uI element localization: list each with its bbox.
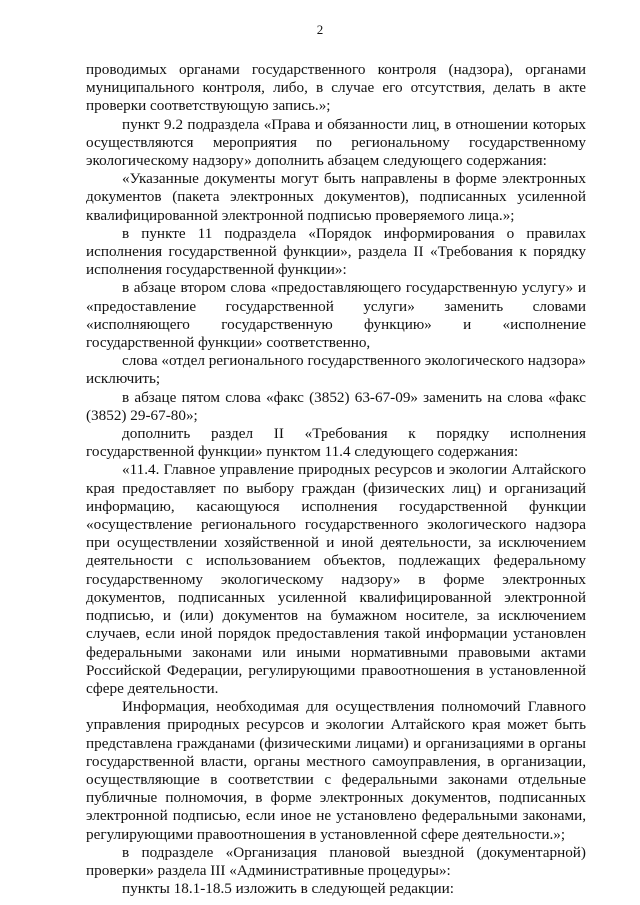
paragraph-10: Информация, необходимая для осуществления полномочий Главного управления природных ресурсов и экологии Алтайского края может быть представлена гражданами (физическими лицами) и организациями в органы государственной власти, органы местного самоуправления, в организации, осуществляющие в соответствии с федеральными законами отдельные публичные полномочия, в форме электронных документов, подписанных электронной подписью, если иное не установлено федеральными законами, регулирующими правоотношения в установленной сфере деятельности.»; [86, 698, 586, 843]
paragraph-8: дополнить раздел II «Требования к порядку исполнения государственной функции» пунктом 11.4 следующего содержания: [86, 425, 586, 461]
paragraph-5: в абзаце втором слова «предоставляющего государственную услугу» и «предоставление государственной услуги» заменить словами «исполняющего государственную функцию» и «исполнение государственной функции» соответственно, [86, 279, 586, 352]
paragraph-9: «11.4. Главное управление природных ресурсов и экологии Алтайского края предоставляет по выбору граждан (физических лиц) и организаций информацию, касающуюся исполнения государственной функции «осуществление регионального государственного экологического надзора при осуществлении хозяйственной и иной деятельности, за исключением деятельности с использованием объектов, подлежащих федеральному государственному экологическому надзору» в форме электронных документов, подписанных усиленной квалифицированной электронной подписью, и (или) документов на бумажном носителе, за исключением случаев, если иной порядок предоставления такой информации установлен федеральными законами или иными нормативными правовыми актами Российской Федерации, регулирующими правоотношения в установленной сфере деятельности. [86, 461, 586, 697]
paragraph-6: слова «отдел регионального государственного экологического надзора» исключить; [86, 352, 587, 388]
paragraph-2: пункт 9.2 подраздела «Права и обязанности лиц, в отношении которых осуществляются мероприятия по региональному государственному экологическому надзору» дополнить абзацем следующего содержания: [86, 115, 586, 170]
document-body [86, 61, 586, 898]
page-number: 2 [316, 22, 324, 37]
paragraph-11: в подразделе «Организация плановой выездной (документарной) проверки» раздела III «Административные процедуры»: [86, 843, 586, 879]
paragraph-4: в пункте 11 подраздела «Порядок информирования о правилах исполнения государственной функции», раздела II «Требования к порядку исполнения государственной функции»: [86, 224, 586, 279]
paragraph-7: в абзаце пятом слова «факс (3852) 63-67-09» заменить на слова «факс (3852) 29-67-80»; [86, 388, 586, 424]
paragraph-1: проводимых органами государственного контроля (надзора), органами муниципального контроля, либо, в случае его отсутствия, делать в акте проверки соответствующую запись.»; [86, 61, 586, 115]
paragraph-12: пункты 18.1-18.5 изложить в следующей редакции: [122, 880, 455, 898]
paragraph-3: «Указанные документы могут быть направлены в форме электронных документов (пакета электронных документов), подписанных усиленной квалифицированной электронной подписью проверяемого лица.»; [86, 170, 586, 224]
